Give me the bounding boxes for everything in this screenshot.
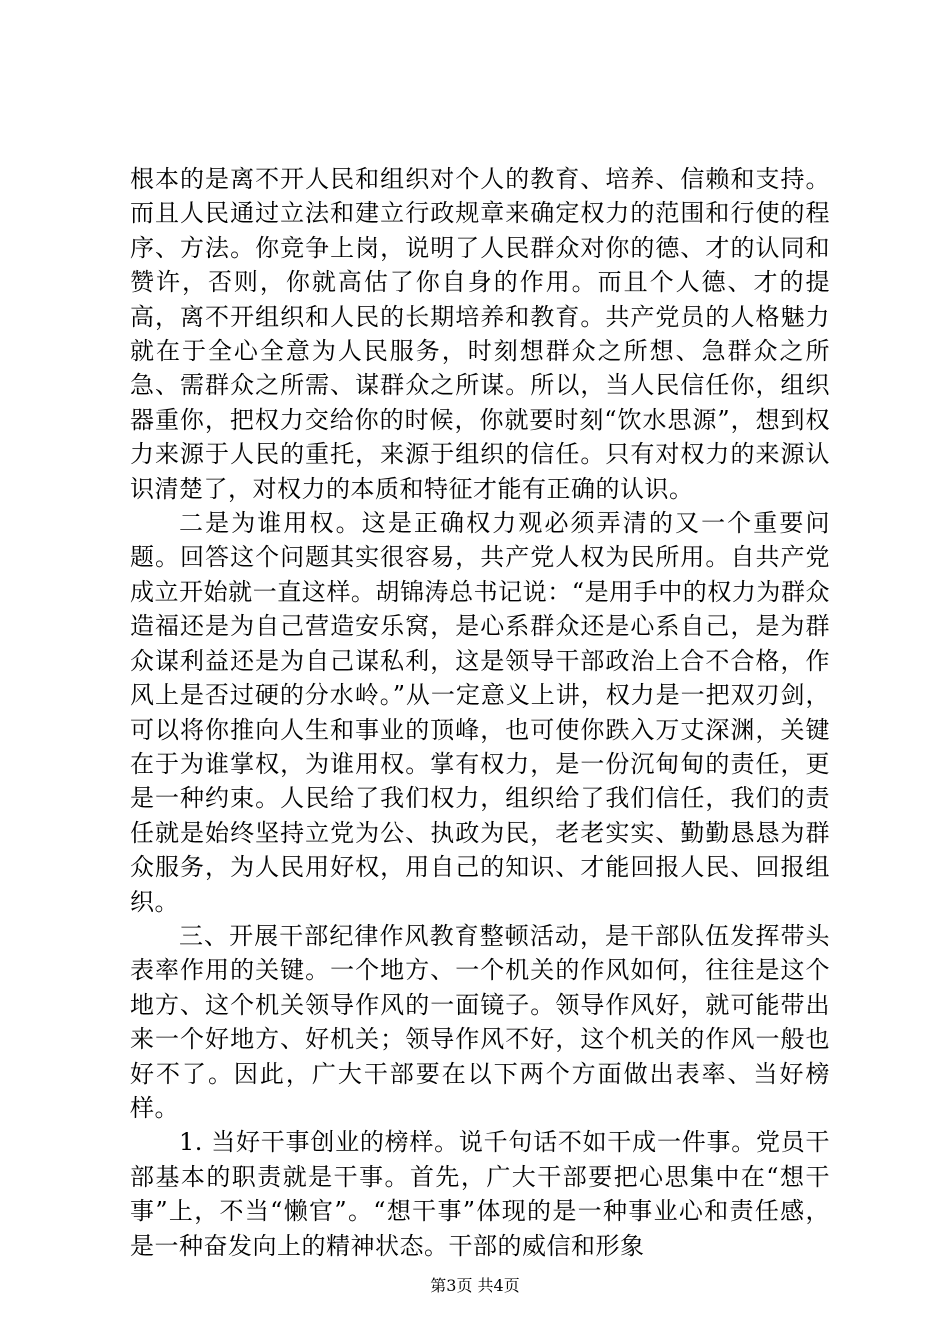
paragraph-1: 根本的是离不开人民和组织对个人的教育、培养、信赖和支持。而且人民通过立法和建立行政规章来确定权力的范围和行使的程序、方法。你竞争上岗，说明了人民群众对你的德、才的认同和赞许，否则，你就高估了你自身的作用。而且个人德、才的提高，离不开组织和人民的长期培养和教育。共产党员的人格魅力就在于全心全意为人民服务，时刻想群众之所想、急群众之所急、需群众之所需、谋群众之所谋。所以，当人民信任你，组织器重你，把权力交给你的时候，你就要时刻“饮水思源”，想到权力来源于人民的重托，来源于组织的信任。只有对权力的来源认识清楚了，对权力的本质和特征才能有正确的认识。 [130, 165, 830, 503]
document-body [130, 162, 830, 1263]
paragraph-3: 三、开展干部纪律作风教育整顿活动，是干部队伍发挥带头表率作用的关键。一个地方、一个机关的作风如何，往往是这个地方、这个机关领导作风的一面镜子。领导作风好，就可能带出来一个好地方、好机关；领导作风不好，这个机关的作风一般也好不了。因此，广大干部要在以下两个方面做出表率、当好榜样。 [130, 921, 830, 1122]
paragraph-2: 二是为谁用权。这是正确权力观必须弄清的又一个重要问题。回答这个问题其实很容易，共产党人权为民所用。自共产党成立开始就一直这样。胡锦涛总书记说：“是用手中的权力为群众造福还是为自己营造安乐窝，是心系群众还是心系自己，是为群众谋利益还是为自己谋私利，这是领导干部政治上合不合格，作风上是否过硬的分水岭。”从一定意义上讲，权力是一把双刃剑，可以将你推向人生和事业的顶峰，也可使你跌入万丈深渊，关键在于为谁掌权，为谁用权。掌有权力，是一份沉甸甸的责任，更是一种约束。人民给了我们权力，组织给了我们信任，我们的责任就是始终坚持立党为公、执政为民，老老实实、勤勤恳恳为群众服务，为人民用好权，用自己的知识、才能回报人民、回报组织。 [130, 509, 830, 916]
paragraph-4: 1. 当好干事创业的榜样。说千句话不如干成一件事。党员干部基本的职责就是干事。首先，广大干部要把心思集中在“想干事”上，不当“懒官”。“想干事”体现的是一种事业心和责任感，是一种奋发向上的精神状态。干部的威信和形象 [130, 1128, 830, 1260]
page-footer: 第3页 共4页 [430, 1276, 520, 1295]
